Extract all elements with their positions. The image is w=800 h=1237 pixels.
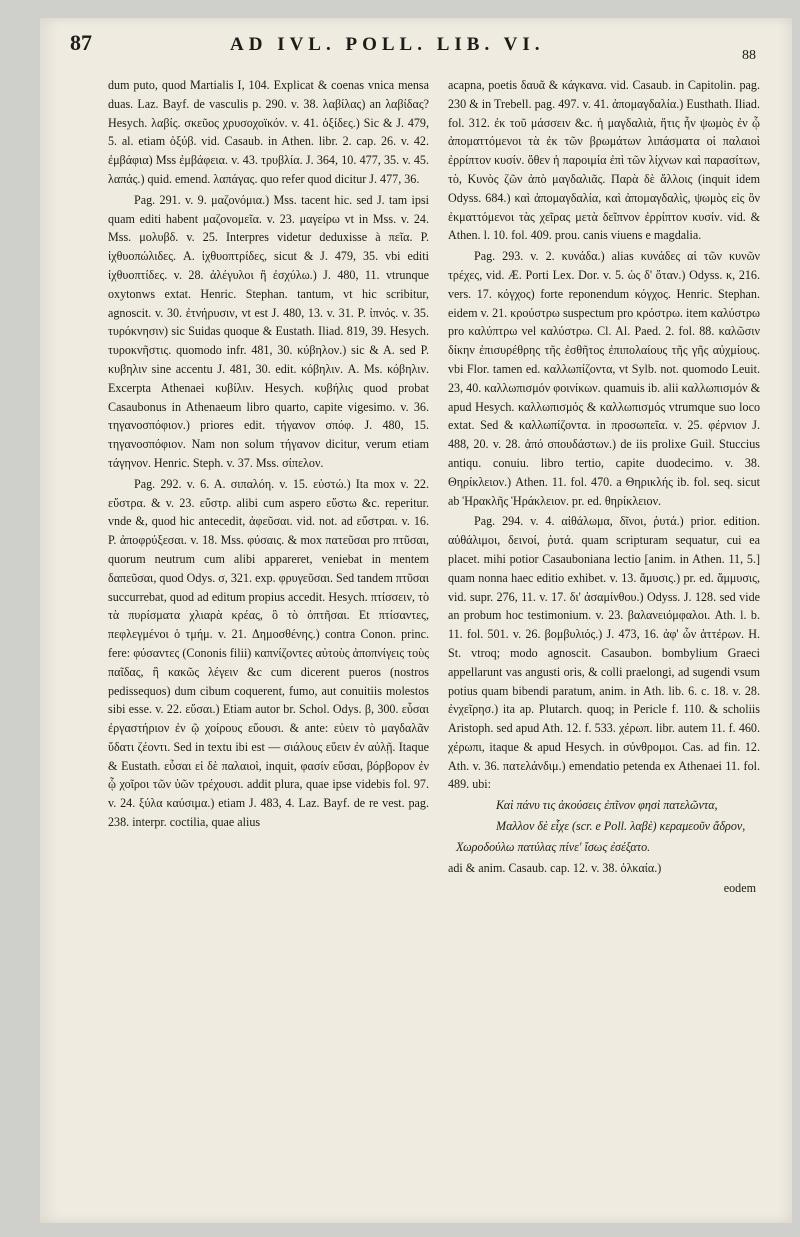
paragraph: Pag. 294. v. 4. αἰθάλωμα, δῖνοι, ῥυτά.) prior. edition. αὐθάλιμοι, δεινοί, ῥυτά. quam scripturam sequatur, cui ea placet. mihi potior Casauboniana lectio [anim. in Athen. 11, 5.] quam nonna haec editio exhibet. v. 13. ἄμυσις.) pr. ed. ἄμμυσις, vid. supr. 276, 11. v. 17. δι' ἀσαμίνθου.) Odyss. J. 128. sed vide an probum hoc testimonium. v. 23. βαλανειόμφαλοι. Ath. l. b. 11. fol. 501. v. 26. βομβυλιός.) J. 473, 16. ἀφ' ὧν ἀττέρων. H. St. vtroq; modo agnoscit. Casaubon. bombylium Graeci appellarunt vas angusti oris, & colli praelongi, ad sugendi vsum potius quam bibendi paratum, anim. in Ath. lib. 6. c. 18. v. 28. ἐνχεῖρησ.) ita ap. Plutarch. quoq; in Pericle f. 110. & scholiis Aristoph. sed apud Ath. 12. f. 533. χέρωπ. libr. autem 11. f. 460. χέρωπι, itaque & apud Hesych. in σύνθρομοι. Cas. ad fin. 12. Ath. v. 36. πατελάνδιμ.) emendatio petenda ex Athenaei 11. fol. 489. ubi: xyxy=(448,514,760,792)
page-header xyxy=(70,30,770,70)
paragraph: Pag. 293. v. 2. κυνάδα.) alias κυνάδες αἱ τῶν κυνῶν τρέχες, vid. Æ. Porti Lex. Dor. v. 5. ὡς δ' ὅταν.) Odyss. κ, 216. vers. 17. κόγχος) forte reponendum κόγχος. Henric. Stephan. eidem v. 21. κρούστρω suspectum pro κρόστρω. item καλύστρω pro καλύπτρω vel καλύστρω. Cl. Al. Paed. 2. fol. 88. καλῶσιν δίκην ἐπισυρέθρης τῆς ἐσθῆτος ἐπιπολαίους τῆς γῆς αὐχμίους. vbi Flor. tamen ed. καλλωπίζοντα, vt Sylb. not. quomodo Leuit. 23, 40. καλλωπισμόν φοινίκων. quamuis ib. alii καλλωπισμόν & apud Hesych. καλλωπισμός & καλλωπισμός vtrumque suo loco extat. Sed & καλλωπίζοντα. in προσωπεῖα. v. 25. φέρνιον J. 488, 20. v. 28. ἀπό σπουδάστων.) de iis prolixe Guil. Stuccius antiqu. conuiu. libro tertio, capite duodecimo. v. 38. Θηρίκλειον.) Athen. 11. fol. 470. a Θηρικλής ib. fol. seq. sicut ab Ἡρακλῆς Ἡράκλειον. pr. ed. θηρίκλειον. xyxy=(448,249,760,508)
catchword: eodem xyxy=(723,881,756,896)
verse-line: Μαλλον δὲ εἶχε (scr. e Poll. λαβὲ) κεραμεοῦν ἄδρον, xyxy=(496,819,746,834)
paragraph: Pag. 292. v. 6. A. σιπαλόη. v. 15. εὐστώ.) Ita mox v. 22. εὔστρα. & v. 23. εὔστρ. alibi cum aspero εὕστω &c. reperitur. vnde &, quod hic antecedit, ἀφεῦσαι. vid. not. ad εὔστραι. v. 16. P. ἀποφρύξεσαι. v. 18. Mss. φύσαις. & mox πατεῦσαι pro πτῦσαι, quorum neutrum cum alibi appareret, veniebat in mentem δαπεῦσαι, quod Odys. σ, 321. exp. φρυγεῦσαι. Sed tandem πτῦσαι succurrebat, quod ad editum propius accedit. Hesych. πτίσσειν, τὸ τὰ πυρίσματα χλιαρὰ κρέας, ὃ τὸ ὀπτῆσαι. Et πτίσαντες, πεφλεγμένοι ὁ τμήμ. v. 21. Δημοσθένης.) contra Conon. princ. fere: φύσαντες (Cononis filii) καπνίζοντες αὐτοὺς ἀποπνίγεις τοὺς παῖδας, ἢ κακῶς λέγειν &c cum dicerent pueros (nostros pedissequos) dum cibum coquerent, fumo, aut conuitiis molestos sibi esse. v. 22. εὕσαι.) Etiam autor br. Schol. Odys. β, 300. εὗσαι ἐργαστήριον ἐν ῷ χοίρους εὕουσι. & ante: εὐειν τὸ μαγδαλᾶν ὕδατι ζέοντι. Sed in textu ibi est — σιάλους εὕειν ἐν αὐλῇ. Itaque & Eustath. εὗσαι εἰ δὲ παλαιοὶ, inquit, φασίν εὕσαι, βόρβορον ἐν ᾧ χοῖροι τῶν ὑῶν τρέχουσι. addit plura, quae ipse videbis fol. 97. v. 24. ξύλα καύσιμα.) etiam J. 483, 4. Laz. Bayf. de re vest. pag. 238. interpr. coctilia, quae alius xyxy=(108,476,429,830)
paragraph: dum puto, quod Martialis I, 104. Explicat & coenas vnica mensa duas. Laz. Bayf. de vasculis p. 290. v. 38. λαβίλας) an λαβίδας? Hesych. λαβίς. σκεῦος χρυσοχοϊκόν. v. 41. ὀξίδες.) Sic & J. 479, 5. al. etiam ὀξύβ. vid. Casaub. in Athen. libr. 2. cap. 26. v. 42. ἐμβάφια) Mss ἐμβάφεια. v. 43. τρυβλία. J. 364, 10. 477, 35. v. 45. λαπάς.) quid. emend. λαπάγας. quo refer quod dicitur J. 477, 36. xyxy=(108,78,429,186)
closing-line: adi & anim. Casaub. cap. 12. v. 38. ὀλκαία.) xyxy=(448,860,662,875)
page-number-right: 88 xyxy=(742,48,756,63)
running-head: AD IVL. POLL. LIB. VI. xyxy=(230,34,545,55)
left-column xyxy=(108,76,429,1206)
paragraph: acapna, poetis δαυᾶ & κάγκανα. vid. Casaub. in Capitolin. pag. 230 & in Trebell. pag. 497. v. 41. ἀπομαγδαλία.) Eusthath. Iliad. fol. 312. ἐκ τοῦ μάσσειν &c. ἡ μαγδαλιὰ, ἥτις ἦν ψωμὸς ἐν ᾧ ἀποματτόμενοι τὰ ἐκ τῶν βρωμάτων λιπάσματα οἱ παλαιοὶ ἐρρίπτον κυσίν. ὅθεν ἡ παροιμία ἐπὶ τῶν λίχνων καὶ παρασίτων, τὸ, Κυνὸς ζῶν ἀπὸ μαγδαλιᾶς. Παρὰ δὲ ἄλλοις (inquit idem Odyss. 684.) καὶ ἀπομαγδαλία, καὶ ἀπομαγδαλὶς, ψωμὸς εἰς ὃν ἐκματτόμενοι τὰς χεῖρας μετὰ δεῖπνον ἐρρίπτον κυσίν. vid. & Athen. l. 10. fol. 409. prou. canis viuens e magdalia. xyxy=(448,78,760,243)
verse-line: Καὶ πάνυ τις ἀκούσεις ἐπῖνον φησὶ πατελῶντα, xyxy=(496,798,718,813)
verse-line: Χωροδούλω πατύλας πίνε' ἴσως ἐσέξατο. xyxy=(456,839,651,854)
paragraph: Pag. 291. v. 9. μαζονόμια.) Mss. tacent hic. sed J. tam ipsi quam editi habent μαζονομεῖα. v. 23. μαγείρω vt in Mss. v. 24. Mss. μολυβδ. v. 25. Interpres videtur deduxisse à πεῖα. P. ἰχθυοπώλιδες. A. ἰχθυοπτρίδες, sicut & J. 479, 35. vbi editi ἰχθυοπτίδες. v. 28. ἀλέγυλοι ἢ ἐσχύλω.) J. 480, 11. vtrunque oxytonws extat. Henric. Stephan. tantum, vt hic scribitur, agnoscit. v. 30. ἐτνήρυσιν, vt est J. 480, 13. v. 31. P. ἰπνός. v. 35. τυρόκνησιν) sic Suidas quoque & Eustath. Iliad. 819, 39. Hesych. τυροκνῆστις. quomodo infr. 481, 30. κύβηλον.) sic & A. sed P. κυβηλιν sine accentu J. 481, 30. edit. κόβηλιν. A. Ms. κόβηλιν. Excerpta Athenaei κυβίλιν. Hesych. κυβήλις quod probat Casaubonus in Athenaeum libro quarto, capite vigesimo. v. 36. τηγανοσπόφιον.) priores edit. τήγανον σπόφ. J. 480, 15. τηγανοσπόφιον. Nam non solum τήγανον dicitur, verum etiam τάγηνον. Henric. Steph. v. 37. Mss. σίπελον. xyxy=(108,192,429,470)
page-number-left: 87 xyxy=(70,30,92,55)
right-column xyxy=(448,76,760,1206)
